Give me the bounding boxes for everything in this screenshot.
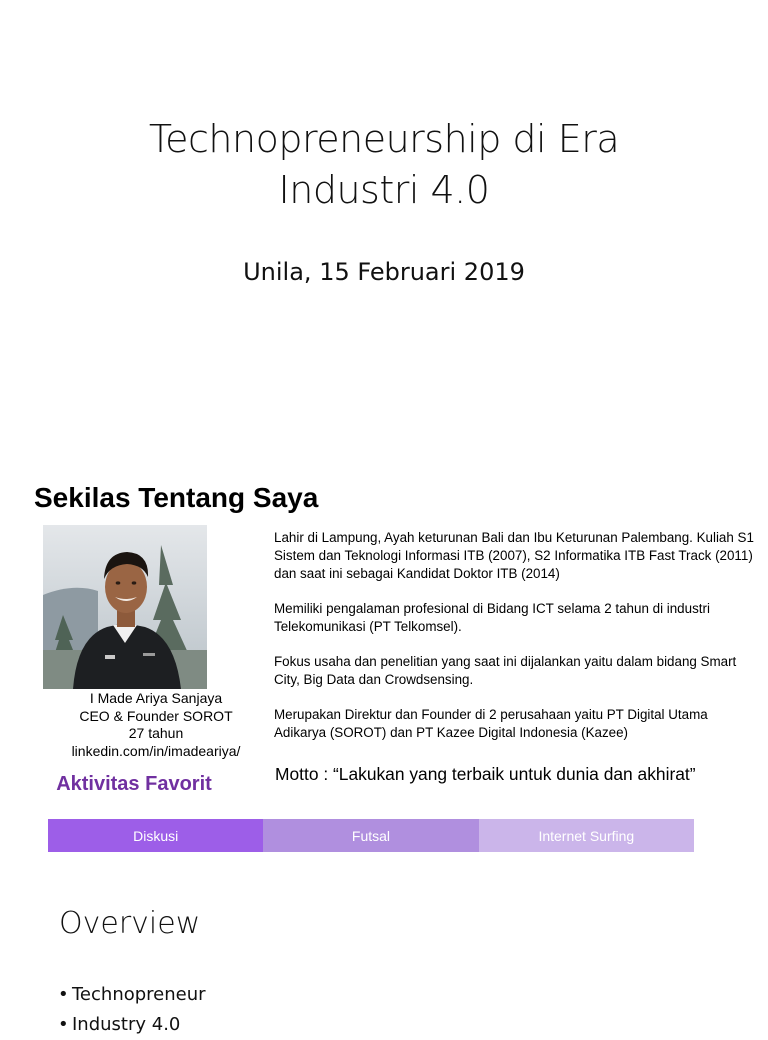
profile-age: 27 tahun (128, 725, 184, 741)
overview-slide (0, 870, 768, 1035)
motto-text: Motto : “Lakukan yang terbaik untuk dunia dan akhirat” (275, 764, 696, 784)
favorites-heading: Aktivitas Favorit (56, 773, 212, 795)
list-item-label: Industry 4.0 (72, 1014, 181, 1035)
activity-internet-surfing: Internet Surfing (479, 819, 694, 852)
title-slide (0, 0, 768, 460)
bullet-icon: • (58, 1014, 69, 1035)
favorite-activities-bar (48, 819, 694, 852)
profile-photo (43, 525, 207, 689)
profile-info (20, 690, 292, 760)
activity-futsal: Futsal (263, 819, 478, 852)
slide-subtitle: Unila, 15 Februari 2019 (243, 258, 525, 286)
overview-title: Overview (59, 906, 201, 941)
bullet-icon: • (58, 984, 69, 1005)
profile-linkedin-link[interactable]: linkedin.com/in/imadeariya/ (71, 742, 241, 759)
list-item (58, 1010, 206, 1040)
overview-bullet-list (58, 980, 206, 1040)
bio-text (274, 529, 762, 759)
profile-photo-icon (43, 525, 207, 689)
about-slide (0, 460, 768, 870)
bio-paragraph: Fokus usaha dan penelitian yang saat ini dijalankan yaitu dalam bidang Smart City, Big Data dan Crowdsensing. (274, 654, 737, 687)
about-heading: Sekilas Tentang Saya (34, 482, 319, 513)
slide-title-line-2: Industri 4.0 (278, 168, 490, 212)
bio-paragraph: Lahir di Lampung, Ayah keturunan Bali dan Ibu Keturunan Palembang. Kuliah S1 Sistem dan Teknologi Informasi ITB (2007), S2 Informatika ITB Fast Track (2011) dan saat ini sebagai Kandidat Doktor ITB (2014) (274, 530, 754, 581)
slide-title-line-1: Technopreneurship di Era (148, 117, 620, 161)
list-item-label: Technopreneur (72, 984, 206, 1005)
bio-paragraph: Merupakan Direktur dan Founder di 2 perusahaan yaitu PT Digital Utama Adikarya (SOROT) dan PT Kazee Digital Indonesia (Kazee) (274, 707, 708, 740)
list-item (58, 980, 206, 1010)
activity-discussion: Diskusi (48, 819, 263, 852)
bio-paragraph: Memiliki pengalaman profesional di Bidang ICT selama 2 tahun di industri Telekomunikasi (PT Telkomsel). (274, 601, 710, 634)
profile-name: I Made Ariya Sanjaya (89, 690, 223, 706)
slide-title (0, 114, 768, 216)
profile-role: CEO & Founder SOROT (79, 707, 233, 724)
